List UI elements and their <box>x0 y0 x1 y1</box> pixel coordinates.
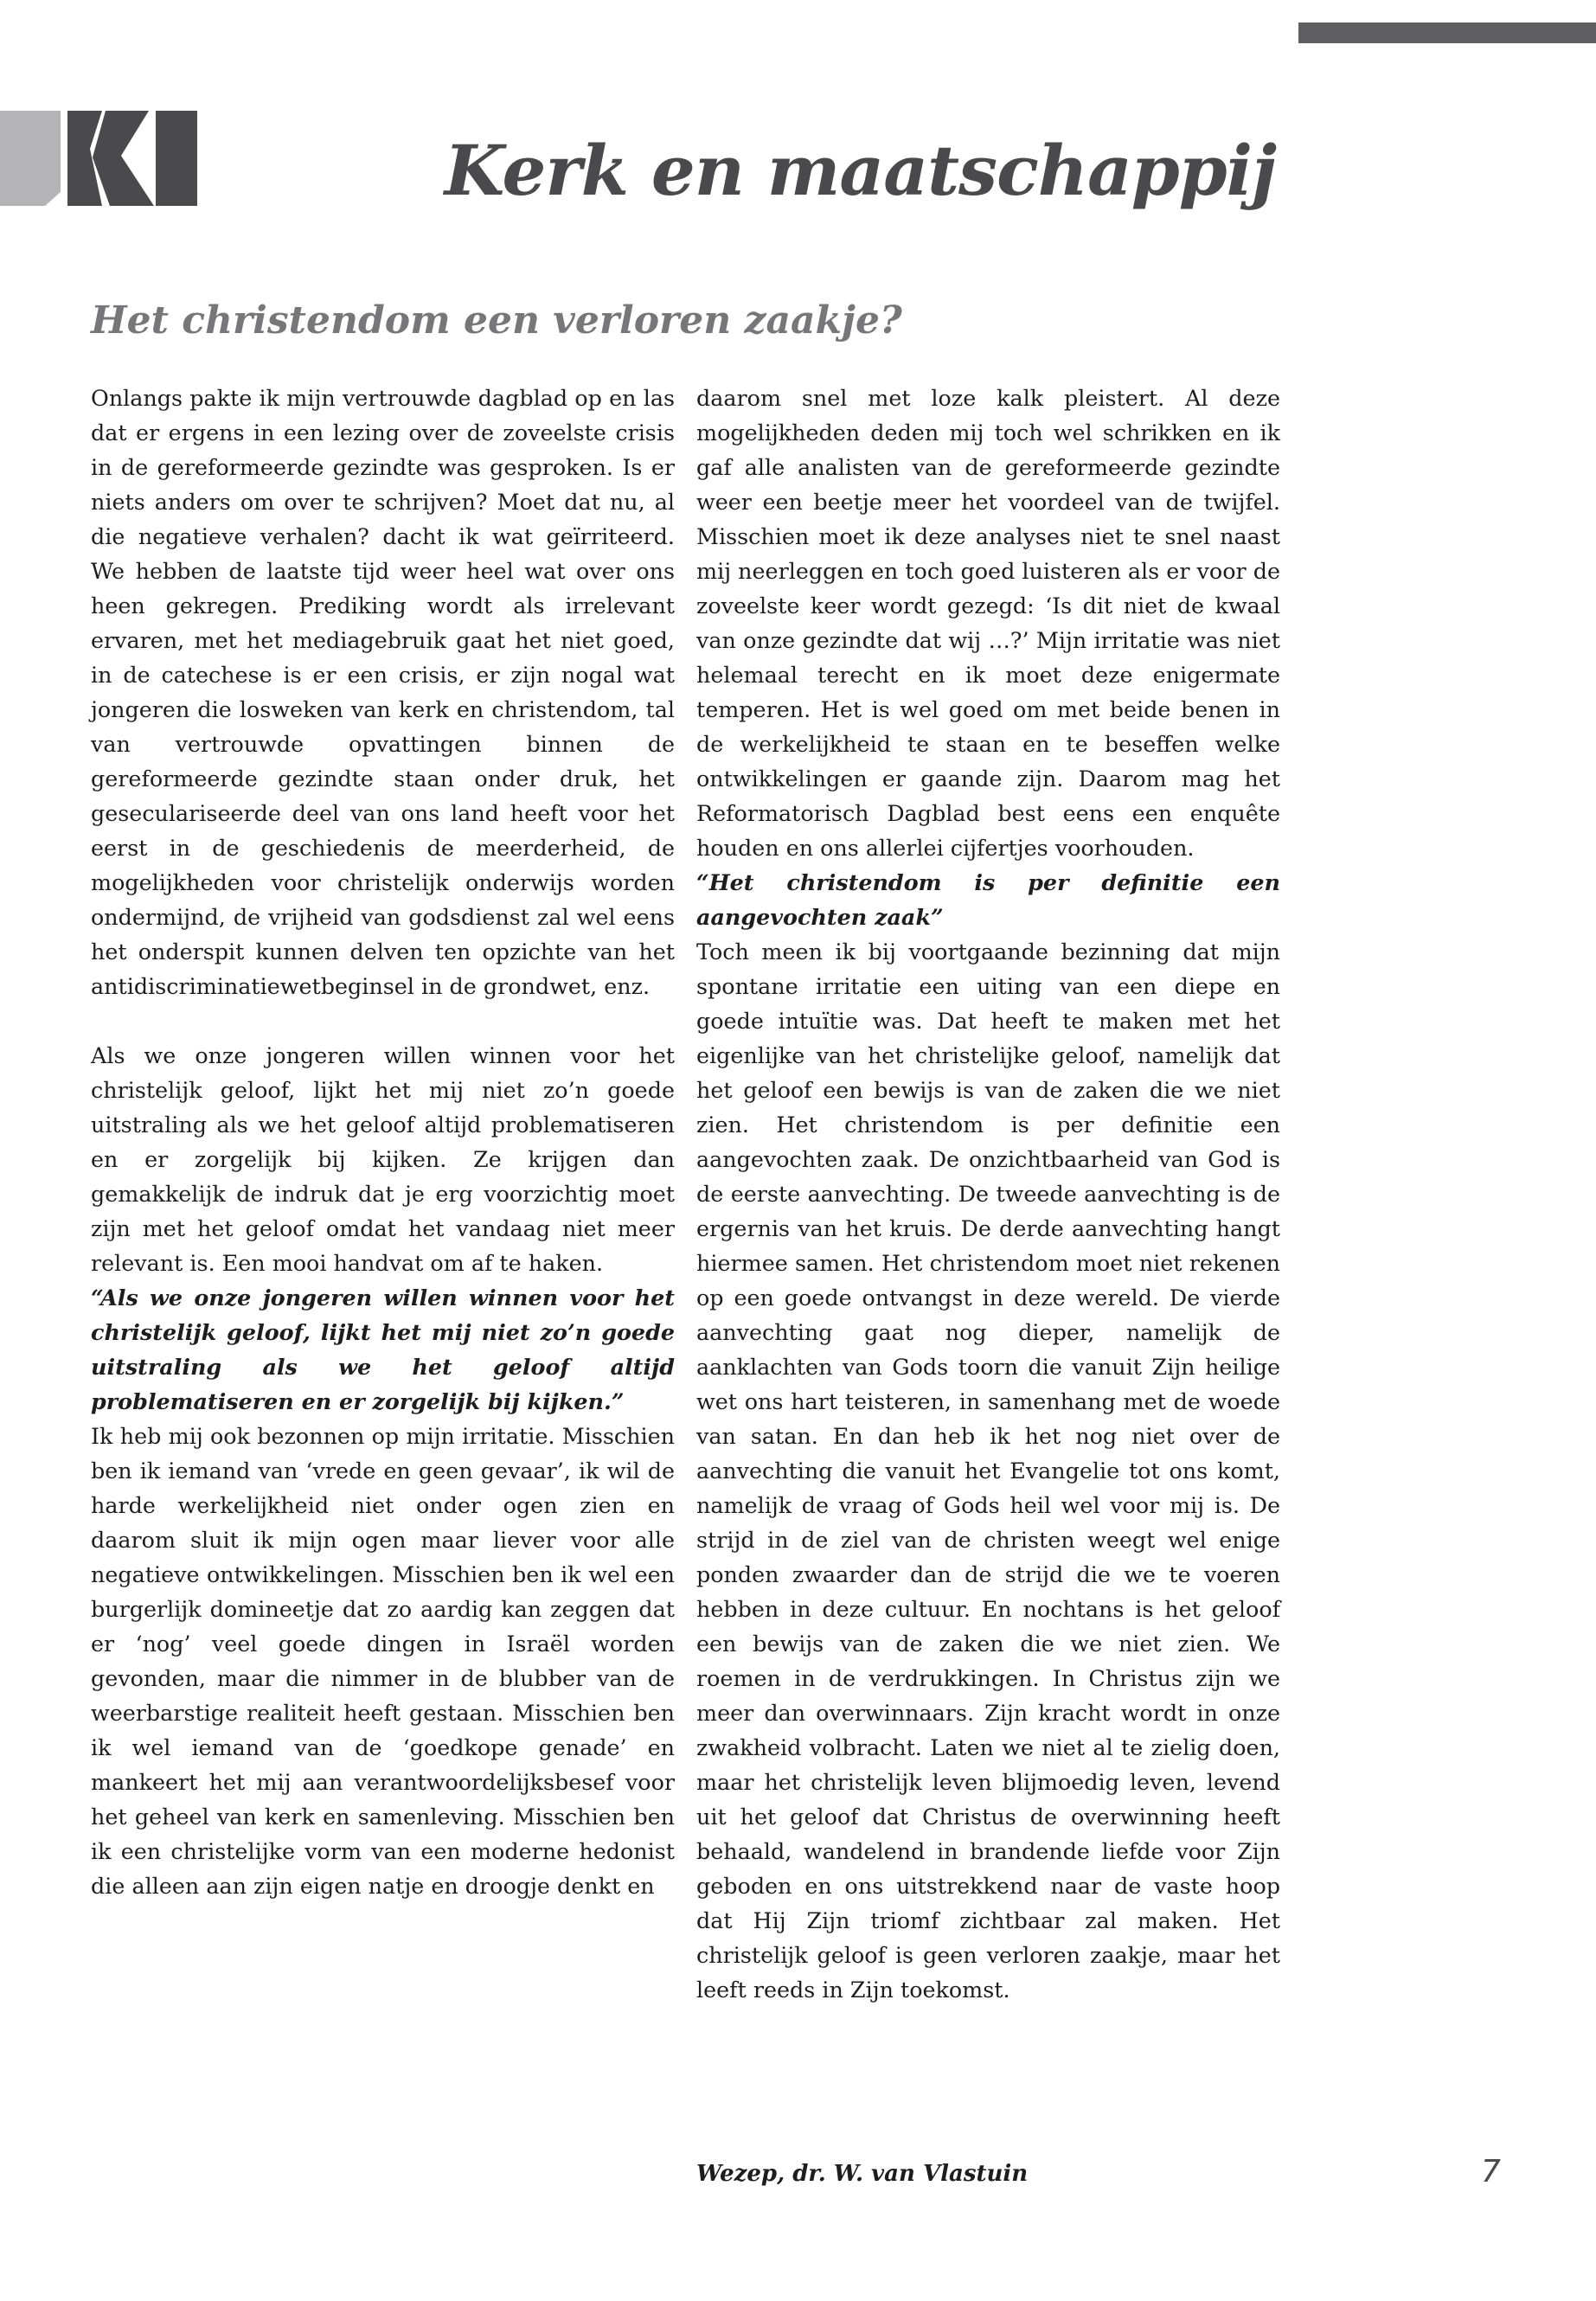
header-bar <box>1298 22 1596 43</box>
paragraph: daarom snel met loze kalk pleistert. Al deze mogelijkheden deden mij toch wel schrikken en ik gaf alle analisten van de gereformeerde gezindte weer een beetje meer het voordeel van de twijfel. Misschien moet ik deze analyses niet te snel naast mij neerleggen en toch goed luisteren als er voor de zoveelste keer wordt gezegd: ‘Is dit niet de kwaal van onze gezindte dat wij …?’ Mijn irritatie was niet helemaal terecht en ik moet deze enigermate temperen. Het is wel goed om met beide benen in de werkelijkheid te staan en te beseffen welke ontwikkelingen er gaande zijn. Daarom mag het Reformatorisch Dagblad best eens een enquête houden en ons allerlei cijfertjes voorhouden. <box>696 385 1280 861</box>
k-section-logo-icon <box>0 111 201 206</box>
section-title: Kerk en maatschappij <box>444 130 1276 211</box>
pull-quote: “Als we onze jongeren willen winnen voor het christelijk geloof, lijkt het mij niet zo’n goede uitstraling als we het geloof altijd problematiseren en er zorgelijk bij kijken.” <box>91 1285 675 1414</box>
author-signature: Wezep, dr. W. van Vlastuin <box>696 2161 1029 2187</box>
left-column <box>91 381 675 1903</box>
paragraph: Als we onze jongeren willen winnen voor het christelijk geloof, lijkt het mij niet zo’n goede uitstraling als we het geloof altijd problematiseren en er zorgelijk bij kijken. Ze krijgen dan gemakkelijk de indruk dat je erg voorzichtig moet zijn met het geloof omdat het vandaag niet meer relevant is. Een mooi handvat om af te haken. <box>91 1042 675 1276</box>
pull-quote: “Het christendom is per definitie een aangevochten zaak” <box>696 869 1280 930</box>
paragraph: Toch meen ik bij voortgaande bezinning dat mijn spontane irritatie een uiting van een diepe en goede intuïtie was. Dat heeft te maken met het eigenlijke van het christelijke geloof, namelijk dat het geloof een bewijs is van de zaken die we niet zien. Het christendom is per definitie een aangevochten zaak. De onzichtbaarheid van God is de eerste aanvechting. De tweede aanvechting is de ergernis van het kruis. De derde aanvechting hangt hiermee samen. Het christendom moet niet rekenen op een goede ontvangst in deze wereld. De vierde aanvechting gaat nog dieper, namelijk de aanklachten van Gods toorn die vanuit Zijn heilige wet ons hart teisteren, in samenhang met de woede van satan. En dan heb ik het nog niet over de aanvechting die vanuit het Evangelie tot ons komt, namelijk de vraag of Gods heil wel voor mij is. De strijd in de ziel van de christen weegt wel enige ponden zwaarder dan de strijd die we te voeren hebben in deze cultuur. En nochtans is het geloof een bewijs van de zaken die we niet zien. We roemen in de verdrukkingen. In Christus zijn we meer dan overwinnaars. Zijn kracht wordt in onze zwakheid volbracht. Laten we niet al te zielig doen, maar het christelijk leven blijmoedig leven, levend uit het geloof dat Christus de overwinning heeft behaald, wandelend in brandende liefde voor Zijn geboden en ons uitstrekkend naar de vaste hoop dat Hij Zijn triomf zichtbaar zal maken. Het christelijk geloof is geen verloren zaakje, maar het leeft reeds in Zijn toekomst. <box>696 939 1280 2003</box>
page-number: 7 <box>1481 2154 1501 2189</box>
right-column <box>696 381 1280 2007</box>
article-title: Het christendom een verloren zaakje? <box>91 298 902 343</box>
paragraph: Ik heb mij ook bezonnen op mijn irritatie. Misschien ben ik iemand van ‘vrede en geen gevaar’, ik wil de harde werkelijkheid niet onder ogen zien en daarom sluit ik mijn ogen maar liever voor alle negatieve ontwikkelingen. Misschien ben ik wel een burgerlijk domineetje dat zo aardig kan zeggen dat er ‘nog’ veel goede dingen in Israël worden gevonden, maar die nimmer in de blubber van de weerbarstige realiteit heeft gestaan. Misschien ben ik wel iemand van de ‘goedkope genade’ en mankeert het mij aan verantwoordelijksbesef voor het geheel van kerk en samenleving. Misschien ben ik een christelijke vorm van een moderne hedonist die alleen aan zijn eigen natje en droogje denkt en <box>91 1423 675 1899</box>
paragraph: Onlangs pakte ik mijn vertrouwde dagblad op en las dat er ergens in een lezing over de zoveelste crisis in de gereformeerde gezindte was gesproken. Is er niets anders om over te schrijven? Moet dat nu, al die negatieve verhalen? dacht ik wat geïrriteerd. We hebben de laatste tijd weer heel wat over ons heen gekregen. Prediking wordt als irrelevant ervaren, met het mediagebruik gaat het niet goed, in de catechese is er een crisis, er zijn nogal wat jongeren die losweken van kerk en christendom, tal van vertrouwde opvattingen binnen de gereformeerde gezindte staan onder druk, het geseculariseerde deel van ons land heeft voor het eerst in de geschiedenis de meerderheid, de mogelijkheden voor christelijk onderwijs worden ondermijnd, de vrijheid van godsdienst zal wel eens het onderspit kunnen delven ten opzichte van het antidiscriminatiewetbeginsel in de grondwet, enz. <box>91 385 675 999</box>
